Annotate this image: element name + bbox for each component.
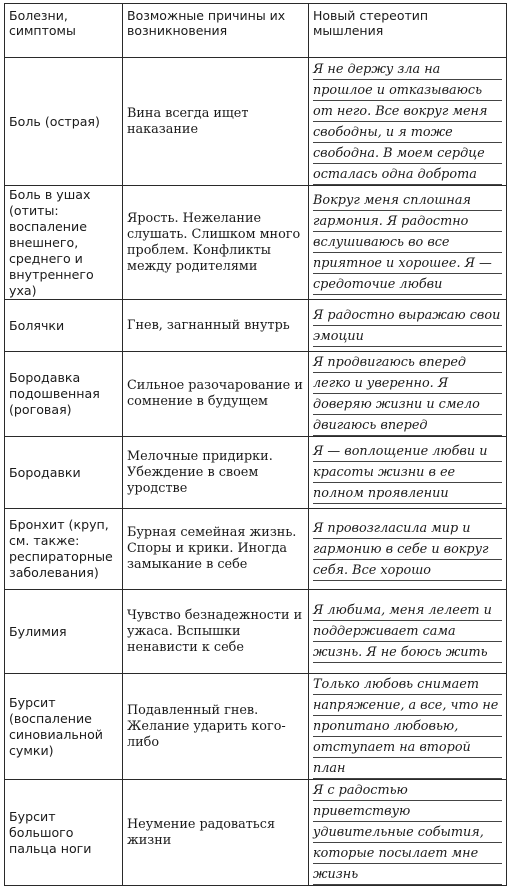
thought-cell: [309, 352, 507, 437]
cause-cell: Подавленный гнев. Желание ударить кого-либо: [123, 674, 309, 780]
disease-cell: Бронхит (круп, см. также: респираторные заболевания): [5, 509, 123, 590]
cause-cell: Вина всегда ищет наказание: [123, 58, 309, 186]
thought-cell: [309, 186, 507, 300]
table-header-row: [5, 4, 507, 58]
header-causes: Возможные причины их возникновения: [123, 4, 309, 58]
cause-cell: Гнев, загнанный внутрь: [123, 300, 309, 352]
header-new-thought: Новый стереотип мышления: [309, 4, 507, 58]
thought-text: Я продвигаюсь вперед легко и уверенно. Я доверяю жизни и смело двигаюсь вперед: [313, 352, 502, 436]
disease-cell: Булимия: [5, 590, 123, 674]
table-row: [5, 509, 507, 590]
thought-cell: [309, 780, 507, 886]
table-row: [5, 186, 507, 300]
disease-cell: Бурсит большого пальца ноги: [5, 780, 123, 886]
table-row: [5, 437, 507, 509]
cause-cell: Бурная семейная жизнь. Споры и крики. Иногда замыкание в себе: [123, 509, 309, 590]
header-diseases: Болезни, симптомы: [5, 4, 123, 58]
thought-text: Только любовь снимает напряжение, а все, что не пропитано любовью, отступает на второй план: [313, 674, 502, 779]
thought-text: Я — воплощение любви и красоты жизни в ее полном проявлении: [313, 441, 502, 504]
thought-cell: [309, 58, 507, 186]
disease-cell: Бородавка подошвенная (роговая): [5, 352, 123, 437]
table-row: [5, 58, 507, 186]
thought-text: Вокруг меня сплошная гармония. Я радостно вслушиваюсь во все приятное и хорошее. Я — средоточие любви: [313, 190, 502, 295]
thought-cell: [309, 674, 507, 780]
disease-cell: Боль в ушах (отиты: воспаление внешнего, среднего и внутреннего уха): [5, 186, 123, 300]
cause-cell: Мелочные придирки. Убеждение в своем уродстве: [123, 437, 309, 509]
cause-cell: Ярость. Нежелание слушать. Слишком много проблем. Конфликты между родителями: [123, 186, 309, 300]
table-row: [5, 590, 507, 674]
table-row: [5, 674, 507, 780]
cause-cell: Чувство безнадежности и ужаса. Вспышки ненависти к себе: [123, 590, 309, 674]
thought-cell: [309, 300, 507, 352]
thought-text: Я с радостью приветствую удивительные события, которые посылает мне жизнь: [313, 780, 502, 885]
cause-cell: Сильное разочарование и сомнение в будущем: [123, 352, 309, 437]
table-row: [5, 352, 507, 437]
thought-text: Я не держу зла на прошлое и отказываюсь от него. Все вокруг меня свободны, и я тоже свободна. В моем сердце осталась одна доброта: [313, 59, 502, 185]
thought-text: Я радостно выражаю свои эмоции: [313, 305, 502, 347]
table-row: [5, 780, 507, 886]
disease-cell: Бурсит (воспаление синовиальной сумки): [5, 674, 123, 780]
thought-cell: [309, 437, 507, 509]
cause-cell: Неумение радоваться жизни: [123, 780, 309, 886]
table-row: [5, 300, 507, 352]
disease-cell: Боль (острая): [5, 58, 123, 186]
thought-text: Я провозгласила мир и гармонию в себе и вокруг себя. Все хорошо: [313, 518, 502, 581]
thought-cell: [309, 509, 507, 590]
thought-cell: [309, 590, 507, 674]
symptoms-table: [4, 3, 507, 886]
disease-cell: Бородавки: [5, 437, 123, 509]
disease-cell: Болячки: [5, 300, 123, 352]
thought-text: Я любима, меня лелеет и поддерживает сама жизнь. Я не боюсь жить: [313, 600, 502, 663]
